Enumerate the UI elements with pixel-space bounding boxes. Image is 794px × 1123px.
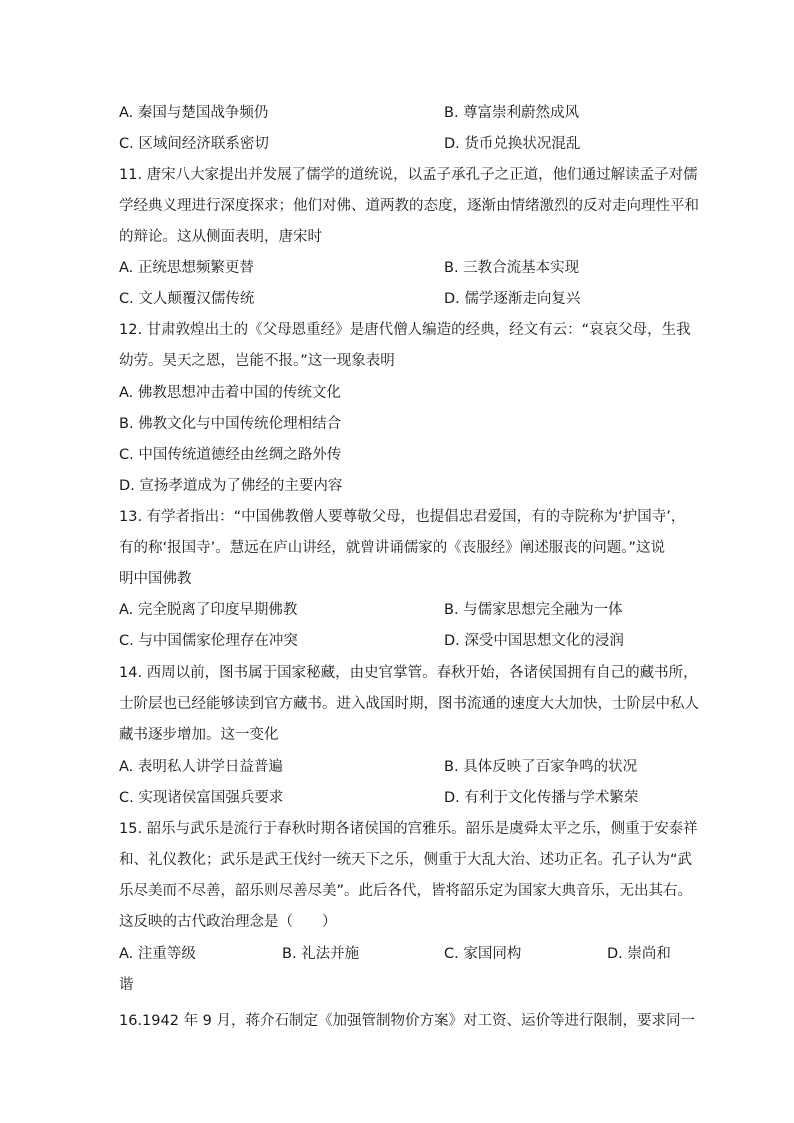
q11-option-d: D. 儒学逐渐走向复兴	[444, 291, 581, 307]
q12-option-b: B. 佛教文化与中国传统伦理相结合	[119, 416, 342, 432]
q13-stem-line-2: 有的称‘报国寺’。慧远在庐山讲经，就曾讲诵儒家的《丧服经》阐述服丧的问题。”这说	[119, 540, 665, 556]
q15-option-b: B. 礼法并施	[282, 946, 360, 962]
q14-option-b: B. 具体反映了百家争鸣的状况	[444, 759, 638, 775]
q11-stem-line-2: 学经典义理进行深度探求；他们对佛、道两教的态度，逐渐由情绪激烈的反对走向理性平和	[119, 198, 699, 214]
q10-option-a: A. 秦国与楚国战争频仍	[119, 105, 269, 121]
q14-stem-line-2: 士阶层也已经能够读到官方藏书。进入战国时期，图书流通的速度大大加快，士阶层中私人	[119, 696, 699, 712]
q14-stem-line-1: 14. 西周以前，图书属于国家秘藏，由史官掌管。春秋开始，各诸侯国拥有自己的藏书所，	[119, 665, 698, 681]
q11-stem-line-1: 11. 唐宋八大家提出并发展了儒学的道统说，以孟子承孔子之正道，他们通过解读孟子对儒	[119, 167, 698, 183]
q11-option-a: A. 正统思想频繁更替	[119, 260, 254, 276]
q15-stem-line-4: 这反映的古代政治理念是（ ）	[119, 914, 337, 930]
q15-stem-line-3: 乐尽美而不尽善，韶乐则尽善尽美”。此后各代，皆将韶乐定为国家大典音乐，无出其右。	[119, 883, 693, 899]
q10-option-d: D. 货币兑换状况混乱	[444, 136, 581, 152]
q13-option-c: C. 与中国儒家伦理存在冲突	[119, 633, 298, 649]
q15-option-c: C. 家国同构	[444, 946, 522, 962]
q13-option-b: B. 与儒家思想完全融为一体	[444, 602, 623, 618]
q11-option-b: B. 三教合流基本实现	[444, 260, 580, 276]
q12-option-d: D. 宣扬孝道成为了佛经的主要内容	[119, 478, 343, 494]
q12-option-a: A. 佛教思想冲击着中国的传统文化	[119, 385, 341, 401]
q11-option-c: C. 文人颠覆汉儒传统	[119, 291, 255, 307]
q13-stem-line-1: 13. 有学者指出：“中国佛教僧人要尊敬父母，也提倡忠君爱国，有的寺院称为‘护国寺’，	[119, 509, 686, 525]
q15-option-d-wrap: 谐	[119, 977, 134, 993]
q10-option-c: C. 区域间经济联系密切	[119, 136, 269, 152]
q14-option-c: C. 实现诸侯富国强兵要求	[119, 790, 284, 806]
q14-option-d: D. 有利于文化传播与学术繁荣	[444, 790, 639, 806]
q13-option-a: A. 完全脱离了印度早期佛教	[119, 602, 298, 618]
q12-stem-line-2: 幼劳。昊天之恩，岂能不报。”这一现象表明	[119, 353, 395, 369]
q16-stem-line-1: 16.1942 年 9 月，蒋介石制定《加强管制物价方案》对工资、运价等进行限制，要求同一	[119, 1013, 696, 1029]
q13-stem-line-3: 明中国佛教	[119, 571, 192, 587]
q15-stem-line-2: 和、礼仪教化；武乐是武王伐纣一统天下之乐，侧重于大乱大治、述功正名。孔子认为“武	[119, 852, 693, 868]
q15-stem-line-1: 15. 韶乐与武乐是流行于春秋时期各诸侯国的宫雅乐。韶乐是虞舜太平之乐，侧重于安泰祥	[119, 821, 698, 837]
q11-stem-line-3: 的辩论。这从侧面表明，唐宋时	[119, 229, 322, 245]
q13-option-d: D. 深受中国思想文化的浸润	[444, 633, 624, 649]
q15-option-d: D. 崇尚和	[607, 946, 671, 962]
q14-stem-line-3: 藏书逐步增加。这一变化	[119, 727, 279, 743]
q12-option-c: C. 中国传统道德经由丝绸之路外传	[119, 447, 342, 463]
q10-option-b: B. 尊富崇利蔚然成风	[444, 105, 580, 121]
q15-option-a: A. 注重等级	[119, 946, 196, 962]
q12-stem-line-1: 12. 甘肃敦煌出土的《父母恩重经》是唐代僧人编造的经典，经文有云：“哀哀父母，生我	[119, 322, 691, 338]
q14-option-a: A. 表明私人讲学日益普遍	[119, 759, 283, 775]
